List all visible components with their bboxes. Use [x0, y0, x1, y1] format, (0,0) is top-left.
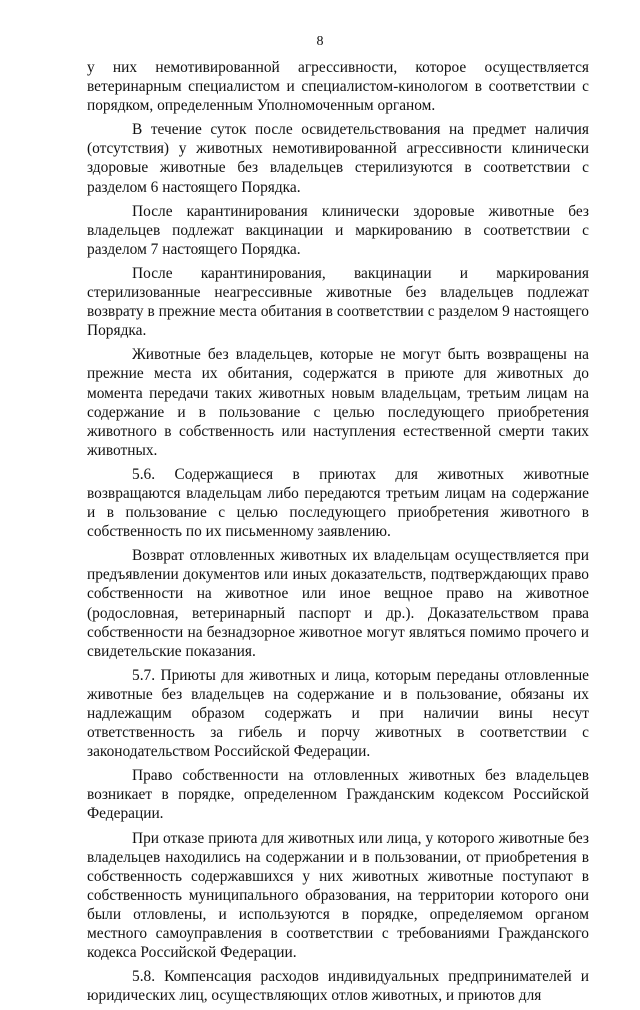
paragraph-section-5-8: 5.8. Компенсация расходов индивидуальных предпринимателей и юридических лиц, осуществляющих отлов животных, и приютов для	[87, 968, 589, 1005]
paragraph-continuation: у них немотивированной агрессивности, которое осуществляется ветеринарным специалистом и специалистом-кинологом в соответствии с порядком, определенным Уполномоченным органом.	[87, 59, 589, 115]
paragraph: После карантинирования, вакцинации и маркирования стерилизованные неагрессивные животные без владельцев подлежат возврату в прежние места обитания в соответствии с разделом 9 настоящего Порядка.	[87, 264, 589, 340]
paragraph: При отказе приюта для животных или лица, у которого животные без владельцев находились на содержании и в пользовании, от приобретения в собственность содержавшихся у них животных животные поступают в собственность муниципального образования, на территории которого они были отловлены, и используются в порядке, определяемом органом местного самоуправления в соответствии с требованиями Гражданского кодекса Российской Федерации.	[87, 829, 589, 962]
paragraph: Право собственности на отловленных животных без владельцев возникает в порядке, определенном Гражданским кодексом Российской Федерации.	[87, 767, 589, 823]
paragraph-section-5-7: 5.7. Приюты для животных и лица, которым переданы отловленные животные без владельцев на содержание и в пользование, обязаны их надлежащим образом содержать и при наличии вины несут ответственность за гибель и порчу животных в соответствии с законодательством Российской Федерации.	[87, 666, 589, 761]
paragraph: Животные без владельцев, которые не могут быть возвращены на прежние места их обитания, содержатся в приюте для животных до момента передачи таких животных новым владельцам, третьим лицам на содержание и в пользование с целью последующего приобретения животного в собственность или наступления естественной смерти таких животных.	[87, 346, 589, 459]
document-body	[87, 58, 589, 1010]
paragraph-section-5-6: 5.6. Содержащиеся в приютах для животных животные возвращаются владельцам либо передаются третьим лицам на содержание и в пользование с целью последующего приобретения животного в собственность по их письменному заявлению.	[87, 465, 589, 541]
page-number: 8	[316, 34, 324, 49]
paragraph: В течение суток после освидетельствования на предмет наличия (отсутствия) у животных немотивированной агрессивности клинически здоровые животные без владельцев стерилизуются в соответствии с разделом 6 настоящего Порядка.	[87, 121, 589, 196]
paragraph: Возврат отловленных животных их владельцам осуществляется при предъявлении документов или иных доказательств, подтверждающих право собственности на животное или иное вещное право на животное (родословная, ветеринарный паспорт и др.). Доказательством права собственности на безнадзорное животное могут являться помимо прочего и свидетельские показания.	[87, 547, 589, 660]
paragraph: После карантинирования клинически здоровые животные без владельцев подлежат вакцинации и маркированию в соответствии с разделом 7 настоящего Порядка.	[87, 202, 589, 258]
